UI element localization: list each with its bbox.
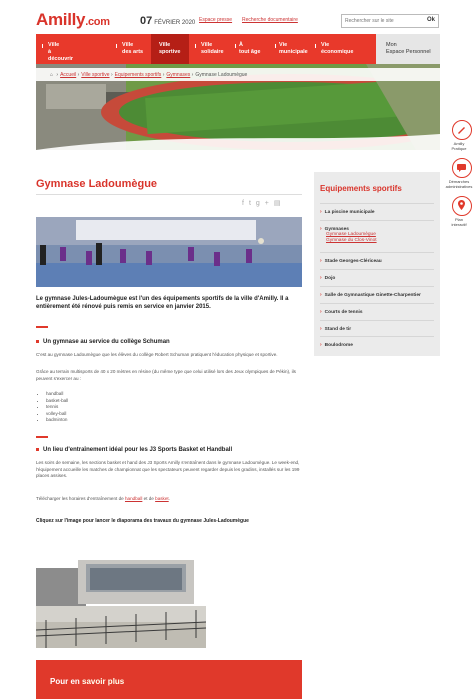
lead-paragraph: Le gymnase Jules-Ladoumègue est l'un des équipements sportifs de la ville d'Amilly. Il a entièrement été rénové puis remis en service en janvier 2015.: [36, 296, 289, 310]
section2-paragraph1: Les soirs de semaine, les sections basket et hand des J3 Sports Amilly s'entraînent dans le gymnase Ladoumègue. Le week-end, l'équipement accueille les matches de championnat que les spectateurs peuvent regarder depuis les gradins, installés sur les 199 places assises.: [36, 460, 300, 479]
section2-title: Un lieu d'entraînement idéal pour les J3 Sports Basket et Handball: [36, 447, 232, 453]
section-accent: [36, 326, 48, 328]
section1-paragraph1: C'est au gymnase Ladoumègue que les élèves du collège Robert Schuman pratiquent l'éducation physique et sportive.: [36, 352, 278, 357]
document-search-link[interactable]: Recherche documentaire: [242, 17, 298, 23]
sidebar-item-tennis[interactable]: › Courts de tennis: [320, 303, 434, 315]
breadcrumb-current: Gymnase Ladoumègue: [195, 72, 248, 78]
list-item: • basket-ball: [46, 398, 68, 405]
home-icon: ⌂: [50, 72, 54, 78]
chevron-right-icon: ›: [320, 309, 322, 315]
chevron-right-icon: ›: [320, 275, 322, 281]
nav-vie-economique[interactable]: Vie économique: [309, 34, 369, 64]
chevron-right-icon: ›: [320, 226, 322, 232]
breadcrumb: ⌂ › Accueil › Ville sportive › Equipements sportifs › Gymnases › Gymnase Ladoumègue: [36, 68, 440, 81]
slideshow-image[interactable]: [36, 550, 206, 648]
sidebar-title: Equipements sportifs: [320, 184, 402, 193]
demarches-label: Démarches administratives: [445, 179, 473, 189]
plan-interactif-button[interactable]: [452, 196, 472, 216]
sidebar-item-dojo[interactable]: › Dojo: [320, 269, 434, 281]
breadcrumb-ville-sportive[interactable]: Ville sportive: [81, 72, 110, 78]
amilly-pratique-label: Amilly Pratique: [451, 141, 467, 151]
sidebar-sub-clos-vinot[interactable]: Gymnase du Clos-Vinot: [326, 238, 377, 243]
handball-schedule-link[interactable]: handball: [124, 496, 143, 501]
sidebar-item-salle-gym[interactable]: › Salle de Gymnastique Ginette-Charpentier: [320, 286, 434, 298]
chevron-right-icon: ›: [320, 209, 322, 215]
gym-photo: [36, 217, 302, 287]
breadcrumb-gymnases[interactable]: Gymnases: [166, 72, 191, 78]
current-date: 07 FÉVRIER 2020: [140, 15, 196, 27]
list-item: • handball: [46, 391, 68, 398]
nav-ville-des-arts[interactable]: Ville des arts: [110, 34, 150, 64]
nav-ville-solidaire[interactable]: Ville solidaire: [189, 34, 229, 64]
chevron-right-icon: ›: [320, 292, 322, 298]
slideshow-text: Cliquez sur l'image pour lancer le diaporama des travaux du gymnase Jules-Ladoumègue: [36, 518, 249, 524]
sidebar-item-piscine[interactable]: › La piscine municipale: [320, 203, 434, 215]
sports-list: [42, 391, 68, 424]
sidebar-item-tir[interactable]: › Stand de tir: [320, 320, 434, 332]
search-input[interactable]: [342, 15, 420, 27]
twitter-icon[interactable]: t: [248, 200, 256, 207]
amilly-pratique-button[interactable]: [452, 120, 472, 140]
list-item: • badminton: [46, 417, 68, 424]
share-bar: [242, 199, 286, 207]
list-item: • tennis: [46, 404, 68, 411]
pencil-icon: [453, 121, 470, 138]
chevron-right-icon: ›: [320, 258, 322, 264]
sidebar-item-gymnases[interactable]: › Gymnases Gymnase Ladoumègue Gymnase du Clos-Vinot: [320, 220, 434, 244]
nav-separator-icon: [235, 44, 239, 48]
plan-interactif-label: Plan interactif: [451, 217, 467, 227]
list-item: • volley-ball: [46, 411, 68, 418]
search-button[interactable]: Ok: [426, 17, 435, 23]
chevron-right-icon: ›: [320, 326, 322, 332]
sidebar-item-boulodrome[interactable]: › Boulodrome: [320, 336, 434, 348]
nav-ville-a-decouvrir[interactable]: Ville à découvrir: [36, 34, 76, 64]
title-divider: [36, 194, 302, 195]
nav-separator-icon: [42, 44, 46, 48]
gym-building-image: [36, 550, 206, 648]
nav-a-tout-age[interactable]: À tout âge: [229, 34, 269, 64]
gym-class-image: [36, 217, 302, 287]
map-pin-icon: [453, 197, 470, 214]
sidebar-item-stade[interactable]: › Stade Georges-Clériceau: [320, 252, 434, 264]
basket-schedule-link[interactable]: basket: [155, 496, 169, 501]
facebook-icon[interactable]: f: [242, 200, 249, 207]
nav-ville-sportive[interactable]: Ville sportive: [151, 34, 189, 64]
chevron-right-icon: ›: [320, 342, 322, 348]
section1-paragraph2: Grâce au terrain multisports de 40 x 20 mètres en résine (du même type que celui utilisé lors des Jeux olympiques de Pékin), ils peuvent s'exercer au :: [36, 369, 296, 381]
section-accent: [36, 436, 48, 438]
site-logo[interactable]: Amilly.com: [36, 10, 110, 29]
sidebar-sub-ladoumegue[interactable]: Gymnase Ladoumègue: [326, 232, 376, 237]
press-link[interactable]: Espace presse: [199, 17, 233, 23]
learn-more-banner[interactable]: Pour en savoir plus: [36, 660, 302, 699]
demarches-button[interactable]: [452, 158, 472, 178]
search-box: [341, 14, 439, 28]
download-paragraph: Télécharger les horaires d'entraînement de handball et de basket.: [36, 496, 170, 501]
chat-icon: [453, 159, 470, 176]
nav-vie-municipale[interactable]: Vie municipale: [269, 34, 309, 64]
googleplus-icon[interactable]: g+: [255, 200, 274, 207]
nav-separator-icon: [315, 44, 319, 48]
page-title: Gymnase Ladoumègue: [36, 178, 158, 190]
nav-separator-icon: [195, 44, 199, 48]
nav-separator-icon: [275, 44, 279, 48]
nav-separator-icon: [116, 44, 120, 48]
breadcrumb-equipements[interactable]: Equipements sportifs: [114, 72, 162, 78]
section1-title: Un gymnase au service du collège Schuman: [36, 339, 170, 345]
print-icon[interactable]: ▤: [273, 200, 286, 207]
espace-personnel-button[interactable]: Mon Espace Personnel: [376, 34, 440, 64]
breadcrumb-accueil[interactable]: Accueil: [60, 72, 77, 78]
